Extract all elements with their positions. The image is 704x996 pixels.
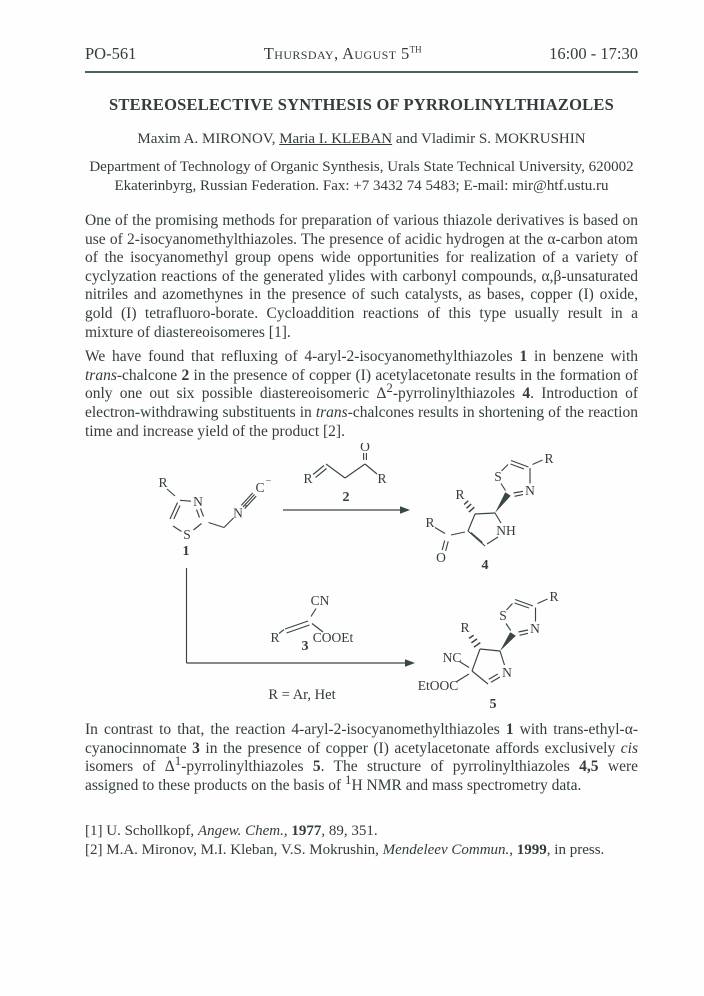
- atom-label-r: R: [455, 487, 465, 503]
- atom-label-o: O: [436, 550, 446, 566]
- atom-label-c-isocyanide: C: [255, 480, 265, 496]
- paragraph-2: We have found that refluxing of 4-aryl-2-isocyanomethylthiazoles 1 in benzene with trans-chalcone 2 in the presence of copper (I) acetylacetonate results in the formation of only one out six possible diastereoisomeric $\Delta^2$-pyrrolinylthiazoles 4. Introduction of electron-withdrawing substituents in trans-chalcones results in shortening of the reaction time and increase yield of the product [2].: [85, 348, 638, 440]
- atom-label-s: S: [183, 527, 191, 543]
- affiliation-line-2: Ekaterinbyrg, Russian Federation. Fax: +7 3432 74 5483; E-mail: mir@htf.ustu.ru: [114, 178, 609, 194]
- reaction-arrow-1: [283, 506, 410, 514]
- atom-label-s: S: [494, 469, 502, 485]
- page-title: STEREOSELECTIVE SYNTHESIS OF PYRROLINYLTHIAZOLES: [109, 95, 614, 114]
- atom-label-cooet: COOEt: [312, 630, 354, 646]
- structure-1-thiazole-isocyanide: [158, 475, 271, 559]
- compound-label-5: 5: [489, 697, 497, 713]
- atom-label-n-ring: N: [502, 665, 512, 681]
- atom-label-n: N: [193, 494, 203, 510]
- r-legend: R = Ar, Het: [268, 687, 336, 704]
- affiliation: [85, 158, 638, 196]
- atom-label-n-isocyanide: N: [233, 505, 243, 521]
- references: [85, 822, 638, 861]
- atom-label-o: O: [360, 443, 370, 455]
- session-date: [264, 44, 422, 64]
- atom-label-r: R: [270, 630, 280, 646]
- compound-label-1: 1: [182, 544, 190, 560]
- structure-4-pyrrolinylthiazole: [425, 451, 553, 573]
- paragraph-1: One of the promising methods for preparation of various thiazole derivatives is based on use of 2-isocyanomethylthiazoles. The presence of acidic hydrogen at the α-carbon atom of the isocyanomethyl group opens wide opportunities for realization of a variety of cyclyzation reactions of the generated ylides with carbonyl compounds, α,β-unsaturated nitriles and azomethynes in the presence of such catalysts, as bases, copper (I) oxide, gold (I) tetrafluoro-borate. Cycloaddition reactions of this type usually result in a mixture of diastereoisomeres [1].: [85, 212, 638, 341]
- atom-label-nh: NH: [496, 523, 516, 539]
- reference-2: [2] M.A. Mironov, M.I. Kleban, V.S. Mokrushin, Mendeleev Commun., 1999, in press.: [85, 842, 605, 858]
- page-header: [85, 44, 638, 73]
- structure-3-cyanoacrylate: [270, 593, 353, 654]
- session-date-text: Thursday, August 5: [263, 44, 410, 63]
- compound-label-3: 3: [301, 639, 309, 655]
- atom-label-r: R: [158, 475, 168, 491]
- structure-2-chalcone: [303, 443, 386, 505]
- atom-label-etooc: EtOOC: [417, 678, 459, 694]
- atom-label-r: R: [425, 515, 435, 531]
- reaction-scheme: [85, 443, 638, 715]
- charge-minus: −: [265, 476, 272, 488]
- atom-label-s: S: [499, 608, 507, 624]
- atom-label-r: R: [303, 471, 313, 487]
- structure-5-pyrrolinylthiazole: [418, 589, 559, 712]
- atom-label-r: R: [549, 589, 559, 605]
- session-time: 16:00 - 17:30: [549, 44, 638, 63]
- affiliation-line-1: Department of Technology of Organic Synthesis, Urals State Technical University, 620002: [89, 159, 634, 175]
- atom-label-n: N: [530, 621, 540, 637]
- compound-label-4: 4: [481, 558, 489, 574]
- atom-label-cn: CN: [310, 593, 330, 609]
- atom-label-r: R: [544, 451, 554, 467]
- compound-label-2: 2: [342, 490, 350, 506]
- atom-label-n: N: [525, 483, 535, 499]
- paragraph-3: In contrast to that, the reaction 4-aryl-2-isocyanomethylthiazoles 1 with trans-ethyl-α-cyanocinnomate 3 in the presence of copper (I) acetylacetonate affords exclusively cis isomers of $\Delta^1$-pyrrolinylthiazoles 5. The structure of pyrrolinylthiazoles 4,5 were assigned to these products on the basis of $^1$H NMR and mass spectrometry data.: [85, 721, 638, 794]
- atom-label-r: R: [377, 471, 387, 487]
- reaction-scheme-svg: [85, 443, 645, 715]
- session-date-ordinal: TH: [409, 44, 422, 55]
- reference-1: [1] U. Schollkopf, Angew. Chem., 1977, 89, 351.: [85, 822, 378, 839]
- atom-label-nc: NC: [442, 650, 462, 666]
- atom-label-r: R: [460, 620, 470, 636]
- authors-line: Maxim A. MIRONOV, Maria I. KLEBAN and Vladimir S. MOKRUSHIN: [137, 131, 586, 147]
- charge-plus: +: [243, 501, 248, 511]
- session-code: PO-561: [85, 44, 137, 63]
